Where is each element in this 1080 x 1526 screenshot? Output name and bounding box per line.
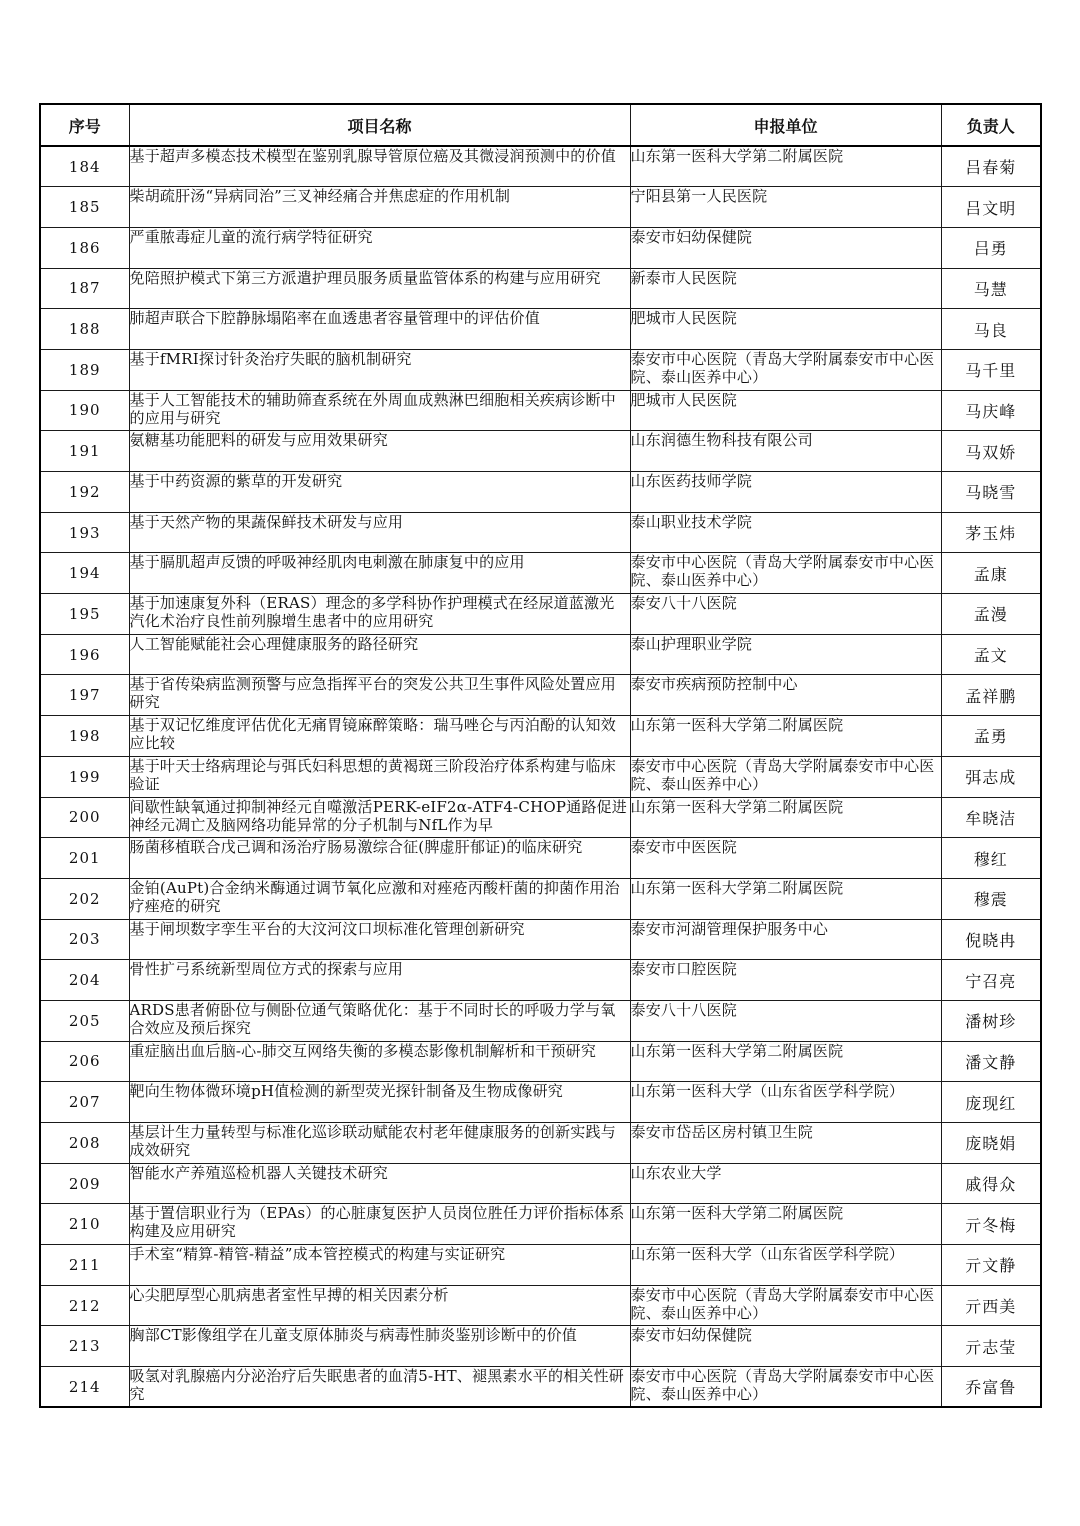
row-no: 190 <box>40 390 129 431</box>
row-project-name: 柴胡疏肝汤“异病同治”三叉神经痛合并焦虑症的作用机制 <box>129 187 511 206</box>
row-leader: 弭志成 <box>941 756 1041 797</box>
row-leader: 吕勇 <box>941 227 1041 268</box>
row-leader: 戚得众 <box>941 1163 1041 1204</box>
row-project-name-cell <box>129 1123 630 1164</box>
row-project-name: 靶向生物体微环境pH值检测的新型荧光探针制备及生物成像研究 <box>129 1082 563 1101</box>
table-row <box>40 1326 1041 1367</box>
row-applicant-unit-cell <box>630 1326 941 1367</box>
table-row <box>40 1123 1041 1164</box>
row-project-name-cell <box>129 878 630 919</box>
row-project-name: 严重脓毒症儿童的流行病学特征研究 <box>129 227 373 246</box>
row-leader: 茅玉炜 <box>941 512 1041 553</box>
table-row <box>40 349 1041 390</box>
row-applicant-unit: 山东第一医科大学第二附属医院 <box>630 1204 844 1223</box>
row-project-name: 手术室“精算-精管-精益”成本管控模式的构建与实证研究 <box>129 1245 506 1264</box>
header-leader: 负责人 <box>941 104 1041 146</box>
row-no: 201 <box>40 838 129 879</box>
row-no: 210 <box>40 1204 129 1245</box>
row-applicant-unit: 泰山职业技术学院 <box>630 512 753 531</box>
row-applicant-unit-cell <box>630 1000 941 1041</box>
table-row <box>40 594 1041 635</box>
table-row <box>40 960 1041 1001</box>
header-no: 序号 <box>40 104 129 146</box>
table-row <box>40 268 1041 309</box>
row-project-name: 吸氢对乳腺癌内分泌治疗后失眠患者的血清5-HT、褪黑素水平的相关性研究 <box>129 1367 625 1404</box>
row-applicant-unit: 山东第一医科大学（山东省医学科学院） <box>630 1245 905 1264</box>
row-project-name-cell <box>129 1245 630 1286</box>
row-applicant-unit: 山东润德生物科技有限公司 <box>630 431 813 450</box>
row-project-name: 胸部CT影像组学在儿童支原体肺炎与病毒性肺炎鉴别诊断中的价值 <box>129 1326 577 1345</box>
row-project-name: 基于闸坝数字孪生平台的大汶河汶口坝标准化管理创新研究 <box>129 919 525 938</box>
table-row <box>40 878 1041 919</box>
row-project-name-cell <box>129 268 630 309</box>
row-project-name-cell <box>129 960 630 1001</box>
row-applicant-unit-cell <box>630 634 941 675</box>
row-leader: 亓冬梅 <box>941 1204 1041 1245</box>
row-applicant-unit: 泰山护理职业学院 <box>630 634 753 653</box>
row-no: 206 <box>40 1041 129 1082</box>
row-no: 213 <box>40 1326 129 1367</box>
row-project-name-cell <box>129 512 630 553</box>
row-applicant-unit-cell <box>630 1123 941 1164</box>
row-project-name: 骨性扩弓系统新型周位方式的探索与应用 <box>129 960 404 979</box>
row-applicant-unit-cell <box>630 919 941 960</box>
row-applicant-unit-cell <box>630 1082 941 1123</box>
row-leader: 宁召亮 <box>941 960 1041 1001</box>
row-no: 204 <box>40 960 129 1001</box>
row-no: 189 <box>40 349 129 390</box>
row-no: 211 <box>40 1245 129 1286</box>
table-row <box>40 838 1041 879</box>
row-project-name: 基于叶天士络病理论与弭氏妇科思想的黄褐斑三阶段治疗体系构建与临床验证 <box>129 756 616 793</box>
row-applicant-unit: 山东第一医科大学（山东省医学科学院） <box>630 1082 905 1101</box>
row-project-name: 金铂(AuPt)合金纳米酶通过调节氧化应激和对痤疮丙酸杆菌的抑菌作用治疗痤疮的研究 <box>129 878 620 915</box>
row-leader: 乔富鲁 <box>941 1367 1041 1408</box>
table-row <box>40 472 1041 513</box>
row-applicant-unit: 泰安市岱岳区房村镇卫生院 <box>630 1123 813 1141</box>
row-applicant-unit-cell <box>630 1245 941 1286</box>
row-leader: 穆红 <box>941 838 1041 879</box>
row-no: 185 <box>40 187 129 228</box>
row-applicant-unit-cell <box>630 1285 941 1326</box>
row-applicant-unit-cell <box>630 187 941 228</box>
row-applicant-unit-cell <box>630 594 941 635</box>
row-leader: 潘文静 <box>941 1041 1041 1082</box>
row-no: 188 <box>40 309 129 350</box>
row-applicant-unit-cell <box>630 960 941 1001</box>
row-no: 214 <box>40 1367 129 1408</box>
table-row <box>40 1041 1041 1082</box>
row-project-name: 肺超声联合下腔静脉塌陷率在血透患者容量管理中的评估价值 <box>129 309 540 328</box>
table-row <box>40 1163 1041 1204</box>
row-applicant-unit: 肥城市人民医院 <box>630 309 737 328</box>
row-applicant-unit-cell <box>630 268 941 309</box>
row-project-name-cell <box>129 1082 630 1123</box>
row-project-name-cell <box>129 756 630 797</box>
row-applicant-unit-cell <box>630 227 941 268</box>
table-body <box>40 146 1041 1407</box>
row-leader: 孟文 <box>941 634 1041 675</box>
row-leader: 庞晓娟 <box>941 1123 1041 1164</box>
row-project-name: 肠菌移植联合戊己调和汤治疗肠易激综合征(脾虚肝郁证)的临床研究 <box>129 838 583 857</box>
row-project-name-cell <box>129 919 630 960</box>
row-applicant-unit: 山东第一医科大学第二附属医院 <box>630 797 844 816</box>
row-project-name: 基于人工智能技术的辅助筛查系统在外周血成熟淋巴细胞相关疾病诊断中的应用与研究 <box>129 390 616 427</box>
row-no: 193 <box>40 512 129 553</box>
row-applicant-unit-cell <box>630 797 941 838</box>
row-applicant-unit-cell <box>630 349 941 390</box>
row-project-name: 基于双记忆维度评估优化无痛胃镜麻醉策略：瑞马唑仑与丙泊酚的认知效应比较 <box>129 716 616 753</box>
row-applicant-unit: 泰安市中医医院 <box>630 838 737 857</box>
row-project-name-cell <box>129 390 630 431</box>
row-project-name-cell <box>129 675 630 716</box>
row-no: 200 <box>40 797 129 838</box>
table-row <box>40 634 1041 675</box>
row-applicant-unit: 泰安市口腔医院 <box>630 960 737 979</box>
row-leader: 穆震 <box>941 878 1041 919</box>
row-project-name-cell <box>129 634 630 675</box>
row-leader: 马晓雪 <box>941 472 1041 513</box>
row-no: 192 <box>40 472 129 513</box>
table-row <box>40 1204 1041 1245</box>
row-no: 205 <box>40 1000 129 1041</box>
row-project-name: 基于省传染病监测预警与应急指挥平台的突发公共卫生事件风险处置应用研究 <box>129 675 616 712</box>
row-leader: 潘树珍 <box>941 1000 1041 1041</box>
row-project-name: 基于中药资源的紫草的开发研究 <box>129 472 343 490</box>
row-applicant-unit: 肥城市人民医院 <box>630 390 737 409</box>
row-project-name-cell <box>129 1163 630 1204</box>
row-applicant-unit: 泰安市中心医院（青岛大学附属泰安市中心医院、泰山医养中心） <box>630 553 935 590</box>
row-project-name: 间歇性缺氧通过抑制神经元自噬激活PERK-eIF2α-ATF4-CHOP通路促进神经元凋亡及脑网络功能异常的分子机制与NfL作为早 <box>129 797 627 834</box>
row-leader: 马庆峰 <box>941 390 1041 431</box>
table-row <box>40 146 1041 187</box>
row-project-name-cell <box>129 838 630 879</box>
row-applicant-unit-cell <box>630 1204 941 1245</box>
row-applicant-unit-cell <box>630 716 941 757</box>
row-applicant-unit-cell <box>630 675 941 716</box>
row-applicant-unit: 山东第一医科大学第二附属医院 <box>630 716 844 735</box>
table-row <box>40 1285 1041 1326</box>
row-applicant-unit: 泰安市疾病预防控制中心 <box>630 675 798 694</box>
row-no: 212 <box>40 1285 129 1326</box>
row-no: 203 <box>40 919 129 960</box>
table-row <box>40 390 1041 431</box>
row-leader: 孟漫 <box>941 594 1041 635</box>
row-no: 196 <box>40 634 129 675</box>
row-project-name-cell <box>129 309 630 350</box>
row-project-name-cell <box>129 716 630 757</box>
row-applicant-unit-cell <box>630 878 941 919</box>
row-applicant-unit-cell <box>630 1367 941 1408</box>
row-project-name-cell <box>129 1326 630 1367</box>
row-applicant-unit-cell <box>630 553 941 594</box>
row-applicant-unit-cell <box>630 472 941 513</box>
row-project-name-cell <box>129 1285 630 1326</box>
row-project-name: 基层计生力量转型与标准化巡诊联动赋能农村老年健康服务的创新实践与成效研究 <box>129 1123 616 1159</box>
table-row <box>40 716 1041 757</box>
row-no: 202 <box>40 878 129 919</box>
row-no: 198 <box>40 716 129 757</box>
row-leader: 孟勇 <box>941 716 1041 757</box>
row-applicant-unit-cell <box>630 1163 941 1204</box>
table-row <box>40 227 1041 268</box>
row-project-name-cell <box>129 349 630 390</box>
row-project-name-cell <box>129 797 630 838</box>
row-no: 191 <box>40 431 129 472</box>
row-project-name-cell <box>129 431 630 472</box>
row-applicant-unit: 山东农业大学 <box>630 1163 722 1182</box>
row-project-name: 人工智能赋能社会心理健康服务的路径研究 <box>129 634 419 653</box>
row-project-name: 基于超声多模态技术模型在鉴别乳腺导管原位癌及其微浸润预测中的价值 <box>129 147 616 165</box>
row-project-name: 智能水产养殖巡检机器人关键技术研究 <box>129 1163 388 1182</box>
row-applicant-unit: 山东第一医科大学第二附属医院 <box>630 147 844 165</box>
row-project-name-cell <box>129 227 630 268</box>
table-row <box>40 1000 1041 1041</box>
row-applicant-unit: 泰安市河湖管理保护服务中心 <box>630 919 829 938</box>
row-project-name-cell <box>129 1000 630 1041</box>
row-no: 186 <box>40 227 129 268</box>
row-applicant-unit: 山东第一医科大学第二附属医院 <box>630 878 844 897</box>
row-leader: 牟晓洁 <box>941 797 1041 838</box>
row-project-name-cell <box>129 187 630 228</box>
row-project-name-cell <box>129 1367 630 1408</box>
row-leader: 孟康 <box>941 553 1041 594</box>
row-leader: 吕春菊 <box>941 146 1041 187</box>
row-project-name-cell <box>129 1041 630 1082</box>
row-applicant-unit: 泰安市妇幼保健院 <box>630 1326 753 1345</box>
row-project-name: 免陪照护模式下第三方派遣护理员服务质量监管体系的构建与应用研究 <box>129 268 601 287</box>
table-row <box>40 309 1041 350</box>
header-project-name: 项目名称 <box>129 104 630 146</box>
row-applicant-unit-cell <box>630 1041 941 1082</box>
row-project-name-cell <box>129 472 630 513</box>
row-project-name: 基于置信职业行为（EPAs）的心脏康复医护人员岗位胜任力评价指标体系构建及应用研究 <box>129 1204 625 1241</box>
row-leader: 亓志莹 <box>941 1326 1041 1367</box>
row-no: 207 <box>40 1082 129 1123</box>
row-project-name: 基于天然产物的果蔬保鲜技术研发与应用 <box>129 512 404 531</box>
row-leader: 倪晓冉 <box>941 919 1041 960</box>
table-header-row <box>40 104 1041 146</box>
project-table <box>39 103 1042 1408</box>
row-project-name-cell <box>129 1204 630 1245</box>
row-no: 208 <box>40 1123 129 1164</box>
row-applicant-unit: 泰安市中心医院（青岛大学附属泰安市中心医院、泰山医养中心） <box>630 349 935 386</box>
row-leader: 马千里 <box>941 349 1041 390</box>
row-leader: 庞现红 <box>941 1082 1041 1123</box>
table-row <box>40 553 1041 594</box>
row-project-name: 氨糖基功能肥料的研发与应用效果研究 <box>129 431 388 450</box>
row-applicant-unit-cell <box>630 512 941 553</box>
row-project-name: 基于加速康复外科（ERAS）理念的多学科协作护理模式在经尿道蓝激光汽化术治疗良性前列腺增生患者中的应用研究 <box>129 594 615 631</box>
row-applicant-unit: 泰安市妇幼保健院 <box>630 227 753 246</box>
row-applicant-unit: 山东医药技师学院 <box>630 472 753 490</box>
row-applicant-unit: 新泰市人民医院 <box>630 268 737 287</box>
row-leader: 吕文明 <box>941 187 1041 228</box>
row-applicant-unit-cell <box>630 838 941 879</box>
row-applicant-unit: 宁阳县第一人民医院 <box>630 187 768 206</box>
row-leader: 马良 <box>941 309 1041 350</box>
table-row <box>40 919 1041 960</box>
row-applicant-unit-cell <box>630 756 941 797</box>
row-project-name: ARDS患者俯卧位与侧卧位通气策略优化：基于不同时长的呼吸力学与氧合效应及预后探究 <box>129 1000 616 1037</box>
row-applicant-unit-cell <box>630 146 941 187</box>
row-project-name-cell <box>129 146 630 187</box>
row-applicant-unit: 泰安八十八医院 <box>630 1000 737 1019</box>
table-row <box>40 512 1041 553</box>
row-applicant-unit-cell <box>630 390 941 431</box>
table-row <box>40 1245 1041 1286</box>
row-no: 199 <box>40 756 129 797</box>
row-project-name: 基于fMRI探讨针灸治疗失眠的脑机制研究 <box>129 349 412 368</box>
row-project-name-cell <box>129 594 630 635</box>
row-applicant-unit: 泰安市中心医院（青岛大学附属泰安市中心医院、泰山医养中心） <box>630 756 935 793</box>
row-no: 184 <box>40 146 129 187</box>
table-row <box>40 675 1041 716</box>
row-project-name-cell <box>129 553 630 594</box>
row-leader: 孟祥鹏 <box>941 675 1041 716</box>
row-no: 195 <box>40 594 129 635</box>
table-row <box>40 797 1041 838</box>
row-applicant-unit-cell <box>630 309 941 350</box>
row-project-name: 重症脑出血后脑-心-肺交互网络失衡的多模态影像机制解析和干预研究 <box>129 1041 597 1060</box>
header-applicant-unit: 申报单位 <box>630 104 941 146</box>
table-row <box>40 1367 1041 1408</box>
row-no: 197 <box>40 675 129 716</box>
row-leader: 马双娇 <box>941 431 1041 472</box>
row-leader: 马慧 <box>941 268 1041 309</box>
row-project-name: 心尖肥厚型心肌病患者室性早搏的相关因素分析 <box>129 1285 449 1304</box>
table-row <box>40 187 1041 228</box>
row-leader: 亓西美 <box>941 1285 1041 1326</box>
table-row <box>40 756 1041 797</box>
table-row <box>40 431 1041 472</box>
row-applicant-unit: 泰安市中心医院（青岛大学附属泰安市中心医院、泰山医养中心） <box>630 1285 935 1322</box>
row-applicant-unit: 山东第一医科大学第二附属医院 <box>630 1041 844 1060</box>
row-applicant-unit: 泰安八十八医院 <box>630 594 737 613</box>
row-no: 187 <box>40 268 129 309</box>
row-no: 209 <box>40 1163 129 1204</box>
row-applicant-unit-cell <box>630 431 941 472</box>
row-applicant-unit: 泰安市中心医院（青岛大学附属泰安市中心医院、泰山医养中心） <box>630 1367 935 1404</box>
row-leader: 亓文静 <box>941 1245 1041 1286</box>
row-no: 194 <box>40 553 129 594</box>
row-project-name: 基于膈肌超声反馈的呼吸神经肌肉电刺激在肺康复中的应用 <box>129 553 525 572</box>
table-row <box>40 1082 1041 1123</box>
